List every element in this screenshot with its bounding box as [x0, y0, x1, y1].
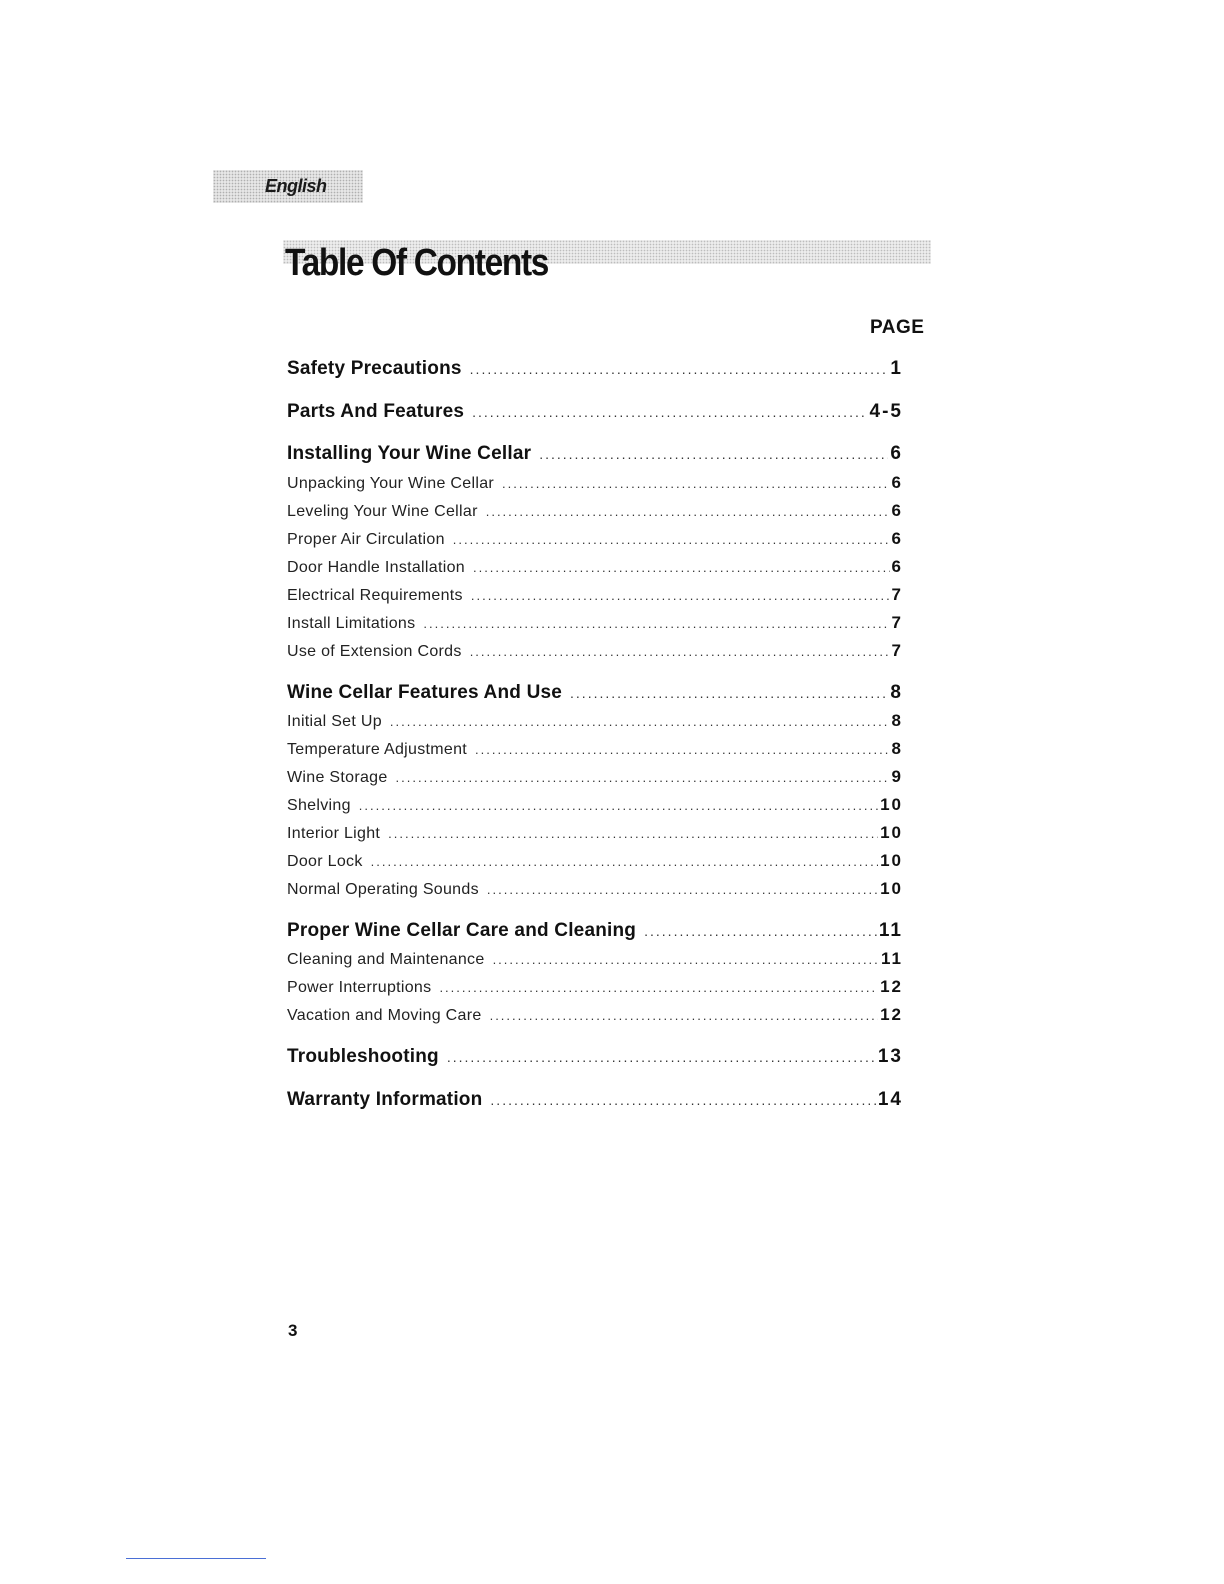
- dot-leader: [490, 1008, 879, 1023]
- page-title: Table Of Contents: [285, 242, 549, 284]
- toc-entry-air-circulation[interactable]: [287, 529, 903, 549]
- page-column-header: PAGE: [870, 317, 925, 338]
- dot-leader: [539, 446, 888, 462]
- toc-entry-label: Installing Your Wine Cellar: [287, 443, 532, 464]
- toc-entry-page: 12: [880, 1005, 903, 1024]
- toc-entry-vacation-moving[interactable]: [287, 1005, 903, 1025]
- toc-entry-label: Temperature Adjustment: [287, 741, 468, 758]
- toc-entry-page: 10: [880, 823, 903, 842]
- toc-entry-page: 1: [890, 358, 903, 379]
- toc-entry-page: 8: [891, 711, 903, 730]
- toc-entry-page: 12: [880, 977, 903, 996]
- toc-entry-page: 10: [880, 851, 903, 870]
- dot-leader: [453, 532, 890, 547]
- toc-entry-page: 6: [891, 529, 903, 548]
- toc-entry-page: 10: [880, 795, 903, 814]
- toc-entry-electrical[interactable]: [287, 585, 903, 605]
- dot-leader: [502, 476, 890, 491]
- toc-entry-page: 11: [878, 920, 903, 941]
- dot-leader: [470, 644, 890, 659]
- toc-entry-parts-and-features[interactable]: [287, 401, 903, 423]
- toc-entry-label: Unpacking Your Wine Cellar: [287, 475, 495, 492]
- toc-entry-page: 13: [877, 1046, 903, 1067]
- toc-entry-shelving[interactable]: [287, 795, 903, 815]
- toc-entry-features-and-use[interactable]: [287, 682, 903, 704]
- toc-entry-page: 6: [890, 443, 903, 464]
- dot-leader: [493, 952, 879, 967]
- toc-entry-label: Proper Air Circulation: [287, 531, 445, 548]
- toc-entry-label: Troubleshooting: [287, 1046, 439, 1067]
- toc-entry-label: Shelving: [287, 797, 351, 814]
- toc-entry-label: Door Handle Installation: [287, 559, 465, 576]
- language-tab: [213, 170, 363, 203]
- toc-entry-extension-cords[interactable]: [287, 641, 903, 661]
- toc-entry-label: Normal Operating Sounds: [287, 881, 479, 898]
- toc-entry-door-lock[interactable]: [287, 851, 903, 871]
- toc-entry-label: Wine Cellar Features And Use: [287, 682, 563, 703]
- page-number: 3: [288, 1321, 298, 1340]
- toc-entry-page: 10: [880, 879, 903, 898]
- toc-entry-label: Power Interruptions: [287, 979, 432, 996]
- toc-entry-care-and-cleaning[interactable]: [287, 920, 903, 942]
- dot-leader: [486, 504, 890, 519]
- toc-entry-power-interruptions[interactable]: [287, 977, 903, 997]
- toc-entry-label: Wine Storage: [287, 769, 388, 786]
- toc-entry-label: Cleaning and Maintenance: [287, 951, 485, 968]
- dot-leader: [390, 714, 890, 729]
- toc-entry-page: 8: [891, 739, 903, 758]
- dot-leader: [396, 770, 890, 785]
- toc-entry-label: Leveling Your Wine Cellar: [287, 503, 478, 520]
- dot-leader: [490, 1092, 875, 1108]
- dot-leader: [423, 616, 889, 631]
- toc-entry-troubleshooting[interactable]: [287, 1046, 903, 1068]
- dot-leader: [473, 560, 890, 575]
- toc-entry-warranty[interactable]: [287, 1089, 903, 1111]
- toc-entry-label: Warranty Information: [287, 1089, 483, 1110]
- toc-entry-page: 9: [891, 767, 903, 786]
- dot-leader: [371, 854, 878, 869]
- toc-entry-page: 14: [877, 1089, 903, 1110]
- language-label: English: [265, 176, 327, 196]
- dot-leader: [439, 980, 878, 995]
- toc-entry-page: 7: [891, 613, 903, 632]
- toc-entry-cleaning-maintenance[interactable]: [287, 949, 903, 969]
- toc-entry-label: Interior Light: [287, 825, 381, 842]
- toc-entry-door-handle[interactable]: [287, 557, 903, 577]
- toc-entry-label: Use of Extension Cords: [287, 643, 462, 660]
- dot-leader: [487, 882, 878, 897]
- toc-entry-page: 7: [891, 641, 903, 660]
- toc-entry-leveling[interactable]: [287, 501, 903, 521]
- dot-leader: [447, 1049, 876, 1065]
- toc-entry-install-limitations[interactable]: [287, 613, 903, 633]
- toc-entry-page: 6: [891, 473, 903, 492]
- toc-entry-wine-storage[interactable]: [287, 767, 903, 787]
- toc-entry-page: 6: [891, 557, 903, 576]
- toc-entry-page: 8: [890, 682, 903, 703]
- toc-entry-initial-set-up[interactable]: [287, 711, 903, 731]
- toc-entry-unpacking[interactable]: [287, 473, 903, 493]
- toc-entry-label: Install Limitations: [287, 615, 416, 632]
- dot-leader: [570, 685, 888, 701]
- toc-entry-safety-precautions[interactable]: [287, 358, 903, 380]
- dot-leader: [475, 742, 890, 757]
- toc-entry-temperature[interactable]: [287, 739, 903, 759]
- dot-leader: [470, 361, 889, 377]
- dot-leader: [472, 404, 867, 420]
- dot-leader: [359, 798, 878, 813]
- toc-entry-label: Safety Precautions: [287, 358, 462, 379]
- toc-entry-page: 7: [891, 585, 903, 604]
- toc-entry-label: Parts And Features: [287, 401, 465, 422]
- toc-entry-label: Initial Set Up: [287, 713, 382, 730]
- toc-entry-label: Proper Wine Cellar Care and Cleaning: [287, 920, 637, 941]
- toc-entry-page: 11: [881, 949, 903, 968]
- toc-entry-page: 6: [891, 501, 903, 520]
- dot-leader: [388, 826, 878, 841]
- toc-entry-label: Door Lock: [287, 853, 363, 870]
- toc-entry-operating-sounds[interactable]: [287, 879, 903, 899]
- dot-leader: [471, 588, 890, 603]
- toc-entry-installing-your-wine-cellar[interactable]: [287, 443, 903, 465]
- toc-entry-interior-light[interactable]: [287, 823, 903, 843]
- toc-entry-page: 4-5: [869, 401, 903, 422]
- footer-rule: [126, 1558, 266, 1559]
- toc-entry-label: Vacation and Moving Care: [287, 1007, 482, 1024]
- dot-leader: [644, 923, 877, 939]
- toc-entry-label: Electrical Requirements: [287, 587, 463, 604]
